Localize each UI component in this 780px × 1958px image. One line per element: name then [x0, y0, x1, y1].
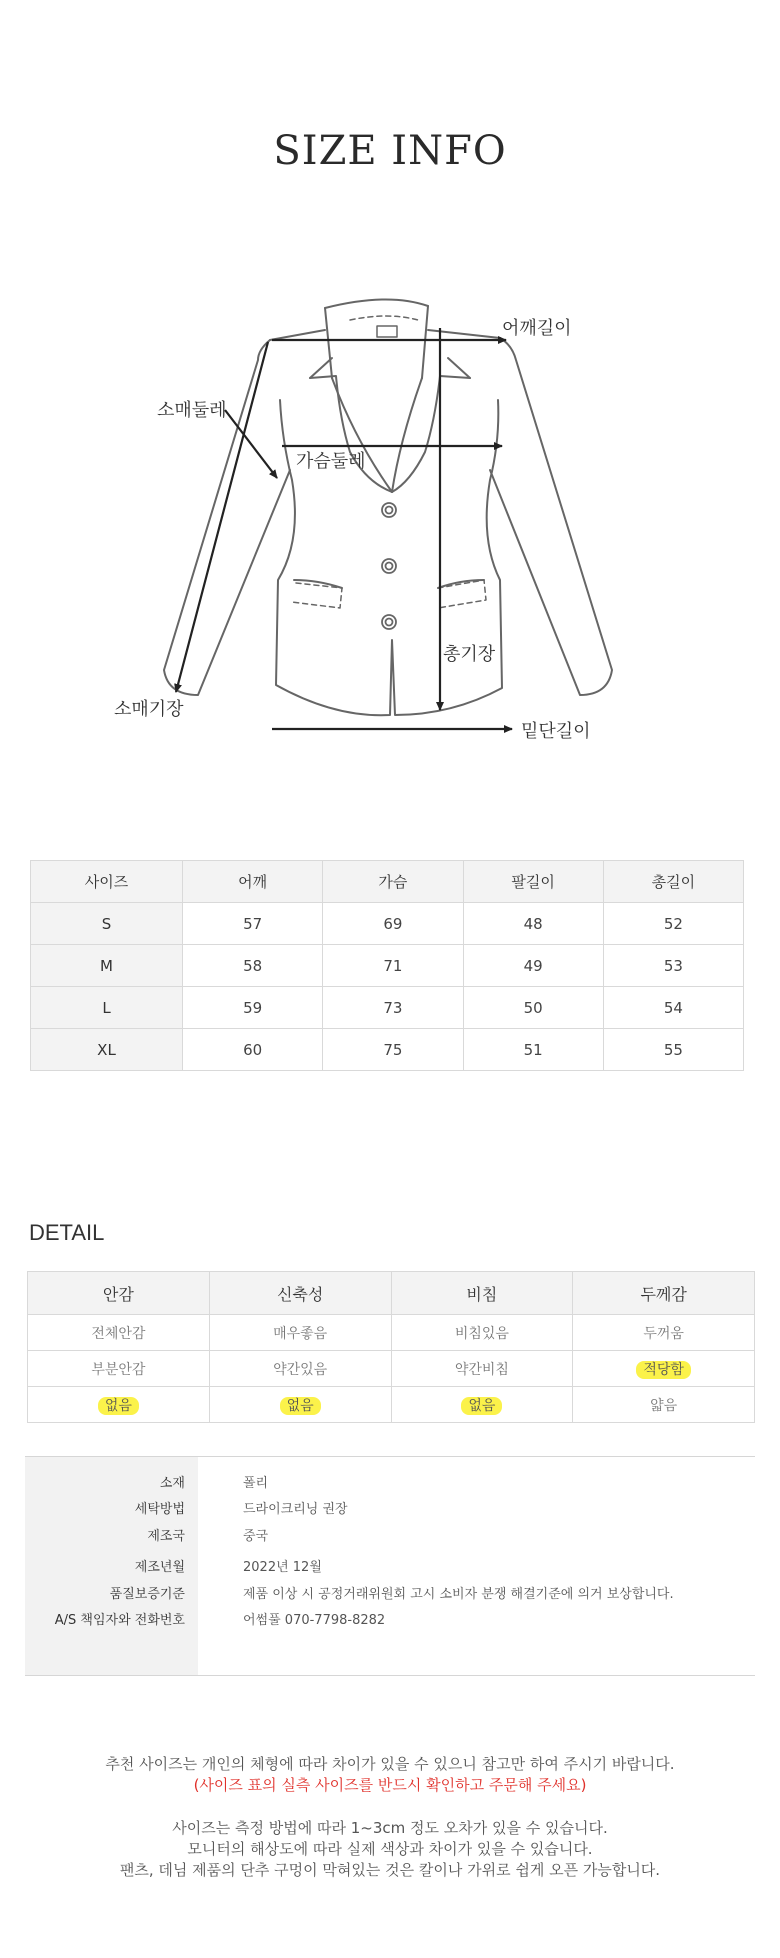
detail-option: [391, 1387, 573, 1423]
table-row: [31, 987, 744, 1029]
jacket-size-diagram: [0, 270, 780, 774]
note-buttonhole: 팬츠, 데님 제품의 단추 구멍이 막혀있는 것은 칼이나 가위로 쉽게 오픈 가능합니다.: [119, 1861, 661, 1879]
option-label: 매우좋음: [273, 1325, 328, 1342]
info-label: 제조국: [147, 1529, 185, 1544]
info-value: 제품 이상 시 공정거래위원회 고시 소비자 분쟁 해결기준에 의거 보상합니다.: [243, 1587, 674, 1602]
info-label: A/S 책임자와 전화번호: [54, 1613, 185, 1628]
value-cell: 52: [603, 903, 743, 945]
size-cell: L: [31, 987, 183, 1029]
label-chest: 가슴둘레: [296, 451, 366, 472]
detail-option: [209, 1387, 391, 1423]
selected-option-highlight: 없음: [98, 1397, 139, 1415]
label-shoulder: 어깨길이: [502, 318, 572, 339]
table-row: [31, 1029, 744, 1071]
info-row-warranty: [25, 1582, 755, 1608]
info-value: 드라이크리닝 권장: [243, 1502, 348, 1517]
detail-table: [27, 1271, 755, 1423]
detail-heading: DETAIL: [29, 1220, 105, 1245]
header-stretch: 신축성: [209, 1272, 391, 1315]
detail-option: [573, 1387, 755, 1423]
header-total-length: 총길이: [603, 861, 743, 903]
size-table-header-row: [31, 861, 744, 903]
value-cell: 51: [463, 1029, 603, 1071]
value-cell: 59: [183, 987, 323, 1029]
table-row: [28, 1387, 755, 1423]
value-cell: 75: [323, 1029, 463, 1071]
label-sleeve-length: 소매기장: [114, 699, 184, 720]
option-label: 얇음: [650, 1397, 678, 1414]
value-cell: 57: [183, 903, 323, 945]
detail-option: [573, 1315, 755, 1351]
detail-option: [28, 1387, 210, 1423]
label-sleeve-circumference: 소매둘레: [157, 400, 227, 421]
selected-option-highlight: 적당함: [636, 1361, 691, 1379]
detail-option: [209, 1315, 391, 1351]
info-row-washing: [25, 1497, 755, 1523]
product-info-section: [25, 1456, 755, 1676]
value-cell: 55: [603, 1029, 743, 1071]
info-value: 어썸풀 070-7798-8282: [243, 1613, 386, 1628]
detail-option: [28, 1315, 210, 1351]
size-cell: M: [31, 945, 183, 987]
note-measurement-error: 사이즈는 측정 방법에 따라 1~3cm 정도 오차가 있을 수 있습니다.: [172, 1819, 608, 1837]
value-cell: 58: [183, 945, 323, 987]
header-sheerness: 비침: [391, 1272, 573, 1315]
value-cell: 48: [463, 903, 603, 945]
info-label: 품질보증기준: [109, 1587, 185, 1602]
info-value: 2022년 12월: [243, 1560, 322, 1575]
header-chest: 가슴: [323, 861, 463, 903]
size-table: [30, 860, 744, 1071]
info-row-country: [25, 1524, 755, 1550]
label-hem: 밑단길이: [521, 721, 591, 742]
info-row-as-contact: [25, 1608, 755, 1634]
detail-option: [209, 1351, 391, 1387]
page-title: SIZE INFO: [273, 128, 507, 174]
detail-header-row: [28, 1272, 755, 1315]
option-label: 약간있음: [273, 1361, 328, 1378]
detail-option: [391, 1315, 573, 1351]
detail-option: [573, 1351, 755, 1387]
size-cell: XL: [31, 1029, 183, 1071]
table-row: [31, 903, 744, 945]
option-label: 부분안감: [91, 1361, 146, 1378]
header-size: 사이즈: [31, 861, 183, 903]
info-label: 제조년월: [134, 1560, 185, 1575]
header-thickness: 두께감: [573, 1272, 755, 1315]
option-label: 비침있음: [454, 1325, 509, 1342]
option-label: 두꺼움: [643, 1325, 684, 1342]
value-cell: 53: [603, 945, 743, 987]
info-value: 폴리: [243, 1476, 269, 1491]
option-label: 약간비침: [454, 1361, 509, 1378]
table-row: [28, 1315, 755, 1351]
table-row: [28, 1351, 755, 1387]
info-value: 중국: [243, 1529, 269, 1544]
option-label: 전체안감: [91, 1325, 146, 1342]
info-row-manufacture-date: [25, 1555, 755, 1581]
selected-option-highlight: 없음: [461, 1397, 502, 1415]
value-cell: 73: [323, 987, 463, 1029]
value-cell: 50: [463, 987, 603, 1029]
value-cell: 54: [603, 987, 743, 1029]
note-monitor-color: 모니터의 해상도에 따라 실제 색상과 차이가 있을 수 있습니다.: [187, 1840, 593, 1858]
header-lining: 안감: [28, 1272, 210, 1315]
info-row-material: [25, 1471, 755, 1497]
table-row: [31, 945, 744, 987]
info-label: 소재: [159, 1476, 185, 1491]
value-cell: 69: [323, 903, 463, 945]
detail-option: [28, 1351, 210, 1387]
header-arm-length: 팔길이: [463, 861, 603, 903]
info-label: 세탁방법: [134, 1502, 185, 1517]
value-cell: 71: [323, 945, 463, 987]
size-notes: [0, 1754, 780, 1881]
jacket-buttons: [382, 503, 396, 629]
sleeve-length-arrow: [176, 342, 268, 692]
label-total-length: 총기장: [443, 644, 496, 665]
selected-option-highlight: 없음: [280, 1397, 321, 1415]
note-warning: (사이즈 표의 실측 사이즈를 반드시 확인하고 주문해 주세요): [193, 1776, 587, 1794]
size-cell: S: [31, 903, 183, 945]
note-recommendation: 추천 사이즈는 개인의 체형에 따라 차이가 있을 수 있으니 참고만 하여 주시기 바랍니다.: [105, 1755, 675, 1773]
detail-option: [391, 1351, 573, 1387]
header-shoulder: 어깨: [183, 861, 323, 903]
value-cell: 60: [183, 1029, 323, 1071]
value-cell: 49: [463, 945, 603, 987]
